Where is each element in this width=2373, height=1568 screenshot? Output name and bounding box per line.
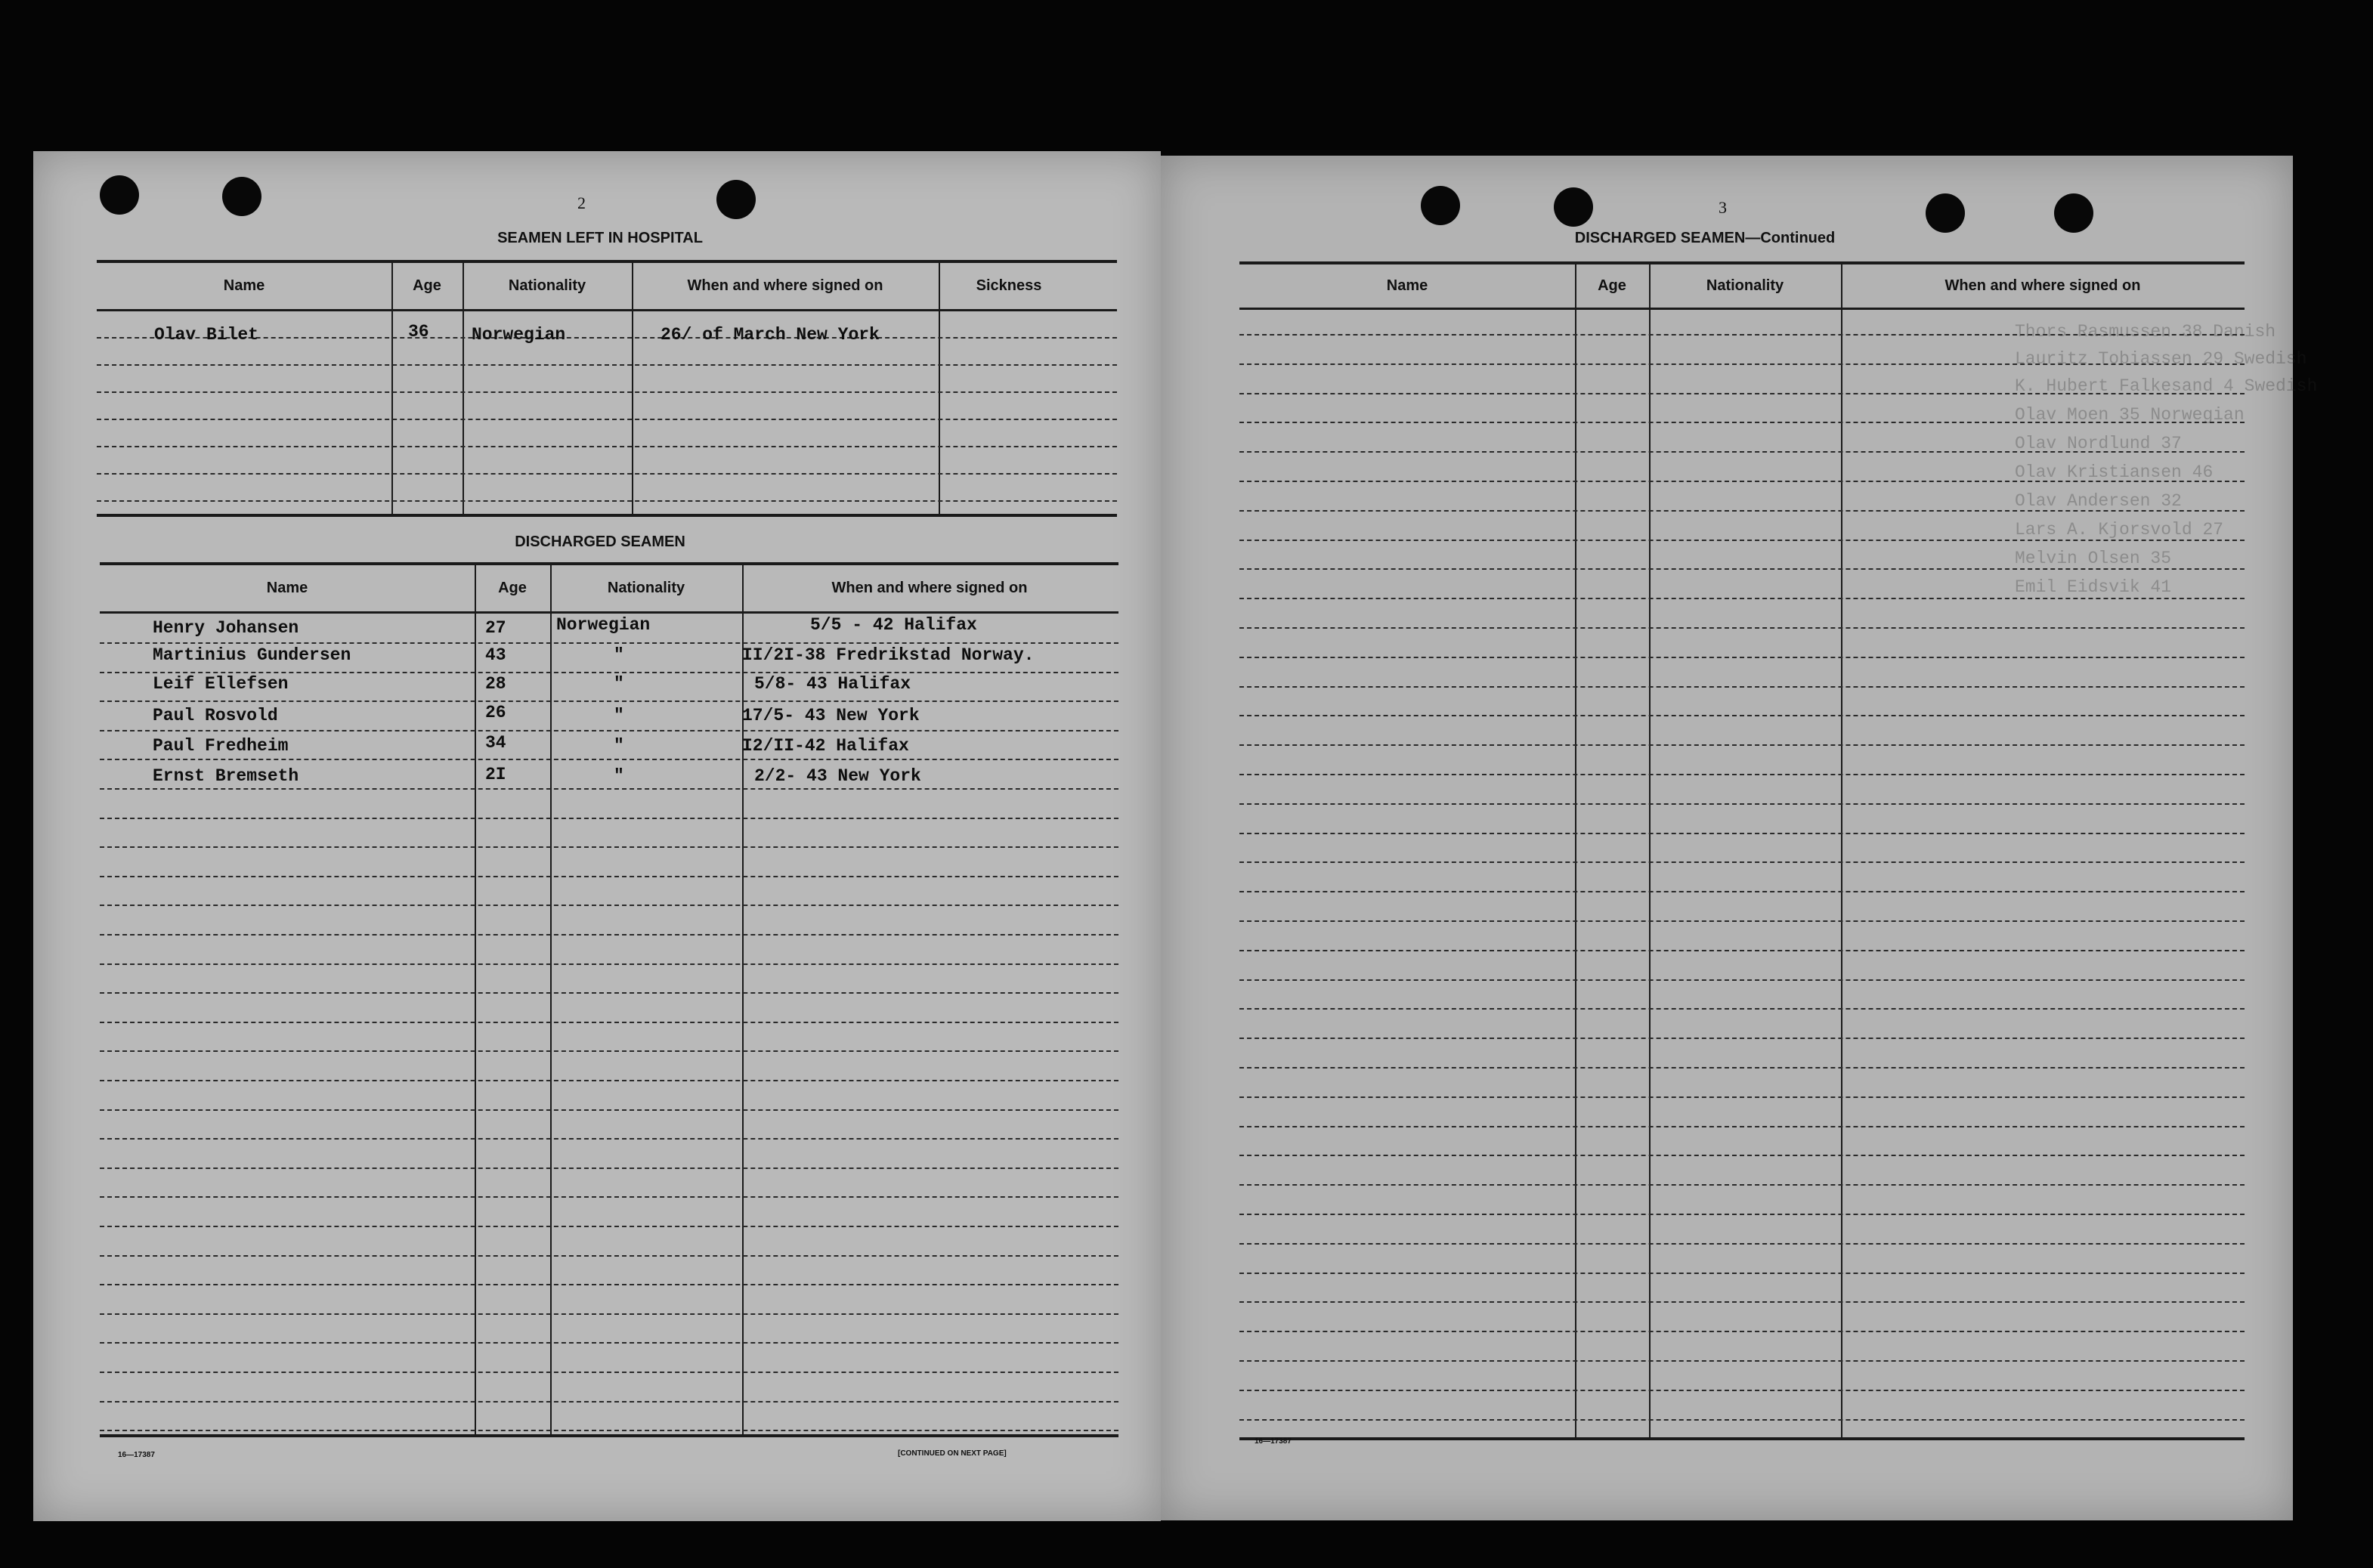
row-rule [100,700,1118,702]
row-rule [100,876,1118,877]
row-rule [100,963,1118,965]
row-rule [1239,1360,2245,1362]
discharged-name: Ernst Bremseth [153,766,299,786]
row-rule [1239,979,2245,981]
row-rule [1239,1038,2245,1039]
bleed-through-text: Olav Nordlund 37 [2015,434,2182,453]
discharged-nationality: " [614,674,624,694]
discharged-name: Martinius Gundersen [153,645,351,665]
row-rule [1239,451,2245,453]
hospital-title: SEAMEN LEFT IN HOSPITAL [497,230,703,246]
discharged-signed-on: 17/5- 43 New York [742,706,920,725]
row-rule [1239,1243,2245,1245]
punch-hole [222,177,261,216]
row-rule [1239,510,2245,512]
discharged-name: Paul Rosvold [153,706,278,725]
discharged-table [100,562,1118,1437]
discharged-continued-header [1239,264,2245,310]
col-header-name: Name [223,277,265,294]
form-number: 16—17387 [1255,1437,1292,1446]
punch-hole [716,180,756,219]
row-rule [1239,1214,2245,1215]
col-header-name: Name [266,580,308,596]
row-rule [100,1167,1118,1169]
row-rule [100,934,1118,936]
discharged-continued-table [1239,261,2245,1440]
row-rule [1239,861,2245,863]
row-rule [1239,1301,2245,1303]
row-rule [100,1080,1118,1081]
discharged-signed-on: 5/5 - 42 Halifax [810,615,977,635]
row-rule [100,1226,1118,1227]
row-rule [1239,481,2245,482]
col-header-signed-on: When and where signed on [831,580,1028,596]
page-number: 2 [577,193,586,212]
bleed-through-text: K. Hubert Falkesand 4 Swedish [2015,376,2318,396]
col-header-signed-on: When and where signed on [1944,277,2141,294]
row-rule [1239,627,2245,629]
row-rule [100,1313,1118,1315]
discharged-nationality: " [614,766,624,786]
row-rule [1239,393,2245,394]
continued-note: [CONTINUED ON NEXT PAGE] [898,1449,1007,1458]
hospital-signed-on: 26/ of March New York [661,325,880,345]
discharged-name: Henry Johansen [153,618,299,638]
row-rule [100,1050,1118,1052]
punch-hole [1554,187,1593,227]
row-rule [100,1022,1118,1023]
col-header-signed-on: When and where signed on [687,277,883,294]
row-rule [100,1430,1118,1431]
row-rule [1239,568,2245,570]
row-rule [100,1342,1118,1344]
discharged-signed-on: I2/II-42 Halifax [742,736,909,756]
discharged-nationality: " [614,706,624,725]
discharged-name: Paul Fredheim [153,736,289,756]
discharged-age: 34 [485,733,506,753]
bleed-through-text: Thors Rasmussen 38 Danish [2015,322,2276,342]
row-rule [100,1138,1118,1140]
discharged-name: Leif Ellefsen [153,674,289,694]
row-rule [1239,1184,2245,1186]
col-header-nationality: Nationality [607,580,685,596]
page-number: 3 [1719,198,1727,217]
row-rule [1239,657,2245,658]
form-number: 16—17387 [118,1451,155,1459]
row-rule [1239,744,2245,746]
col-header-age: Age [413,277,441,294]
discharged-age: 26 [485,703,506,722]
row-rule [100,818,1118,819]
row-rule [100,1284,1118,1285]
discharged-age: 43 [485,645,506,665]
row-rule [100,642,1118,644]
punch-hole [1926,193,1965,233]
hospital-age: 36 [408,322,429,342]
discharged-title: DISCHARGED SEAMEN [515,533,685,550]
punch-hole [1421,186,1460,225]
title-main: DISCHARGED SEAMEN [1574,230,1746,246]
row-rule [100,1372,1118,1373]
col-header-name: Name [1386,277,1428,294]
right-page [1161,156,2318,1520]
discharged-signed-on: II/2I-38 Fredrikstad Norway. [742,645,1035,665]
bleed-through-text: Emil Eidsvik 41 [2015,577,2172,597]
hospital-table [97,260,1117,517]
row-rule [1239,1067,2245,1069]
row-rule [100,672,1118,673]
discharged-signed-on: 5/8- 43 Halifax [754,674,911,694]
row-rule [1239,920,2245,922]
row-rule [1239,422,2245,423]
discharged-nationality: " [614,645,624,665]
bleed-through-text: Melvin Olsen 35 [2015,549,2172,568]
hospital-table-header [97,263,1117,311]
row-rule [1239,833,2245,834]
col-header-nationality: Nationality [508,277,586,294]
row-rule [1239,1126,2245,1127]
row-rule [100,905,1118,906]
hospital-nationality: Norwegian [472,325,566,345]
row-rule [1239,803,2245,805]
row-rule [1239,1008,2245,1010]
row-rule [100,1109,1118,1111]
row-rule [1239,774,2245,775]
discharged-continued-title [1516,230,1894,247]
row-rule [100,1401,1118,1403]
row-rule [100,992,1118,994]
discharged-nationality: Norwegian [556,615,651,635]
row-rule [1239,715,2245,716]
punch-hole [100,175,139,215]
row-rule [1239,1273,2245,1274]
row-rule [1239,540,2245,541]
bleed-through-text: Olav Andersen 32 [2015,491,2182,511]
row-rule [1239,1331,2245,1332]
bleed-through-text: Lars A. Kjorsvold 27 [2015,520,2224,540]
row-rule [100,759,1118,760]
row-rule [1239,598,2245,599]
discharged-age: 28 [485,674,506,694]
col-header-nationality: Nationality [1706,277,1784,294]
discharged-age: 2I [485,765,506,784]
bleed-through-text: Olav Moen 35 Norwegian [2015,405,2245,425]
row-rule [1239,334,2245,336]
row-rule [1239,1419,2245,1421]
title-suffix: —Continued [1745,230,1836,246]
col-header-age: Age [1598,277,1626,294]
row-rule [1239,891,2245,892]
bleed-through-text: Olav Kristiansen 46 [2015,462,2214,482]
discharged-signed-on: 2/2- 43 New York [754,766,921,786]
punch-hole [2054,193,2093,233]
row-rule [1239,1390,2245,1391]
discharged-table-header [100,565,1118,614]
row-rule [100,1196,1118,1198]
row-rule [1239,950,2245,951]
discharged-nationality: " [614,736,624,756]
row-rule [1239,363,2245,365]
col-header-sickness: Sickness [976,277,1042,294]
row-rule [100,788,1118,790]
row-rule [100,846,1118,848]
col-header-age: Age [498,580,527,596]
row-rule [1239,686,2245,688]
discharged-age: 27 [485,618,506,638]
row-rule [1239,1096,2245,1098]
row-rule [1239,1155,2245,1156]
row-rule [100,1255,1118,1257]
row-rule [100,730,1118,731]
bleed-through-text: Lauritz Tobiassen 29 Swedish [2015,349,2307,369]
hospital-name: Olav Bilet [154,325,259,345]
left-page [33,151,1161,1521]
